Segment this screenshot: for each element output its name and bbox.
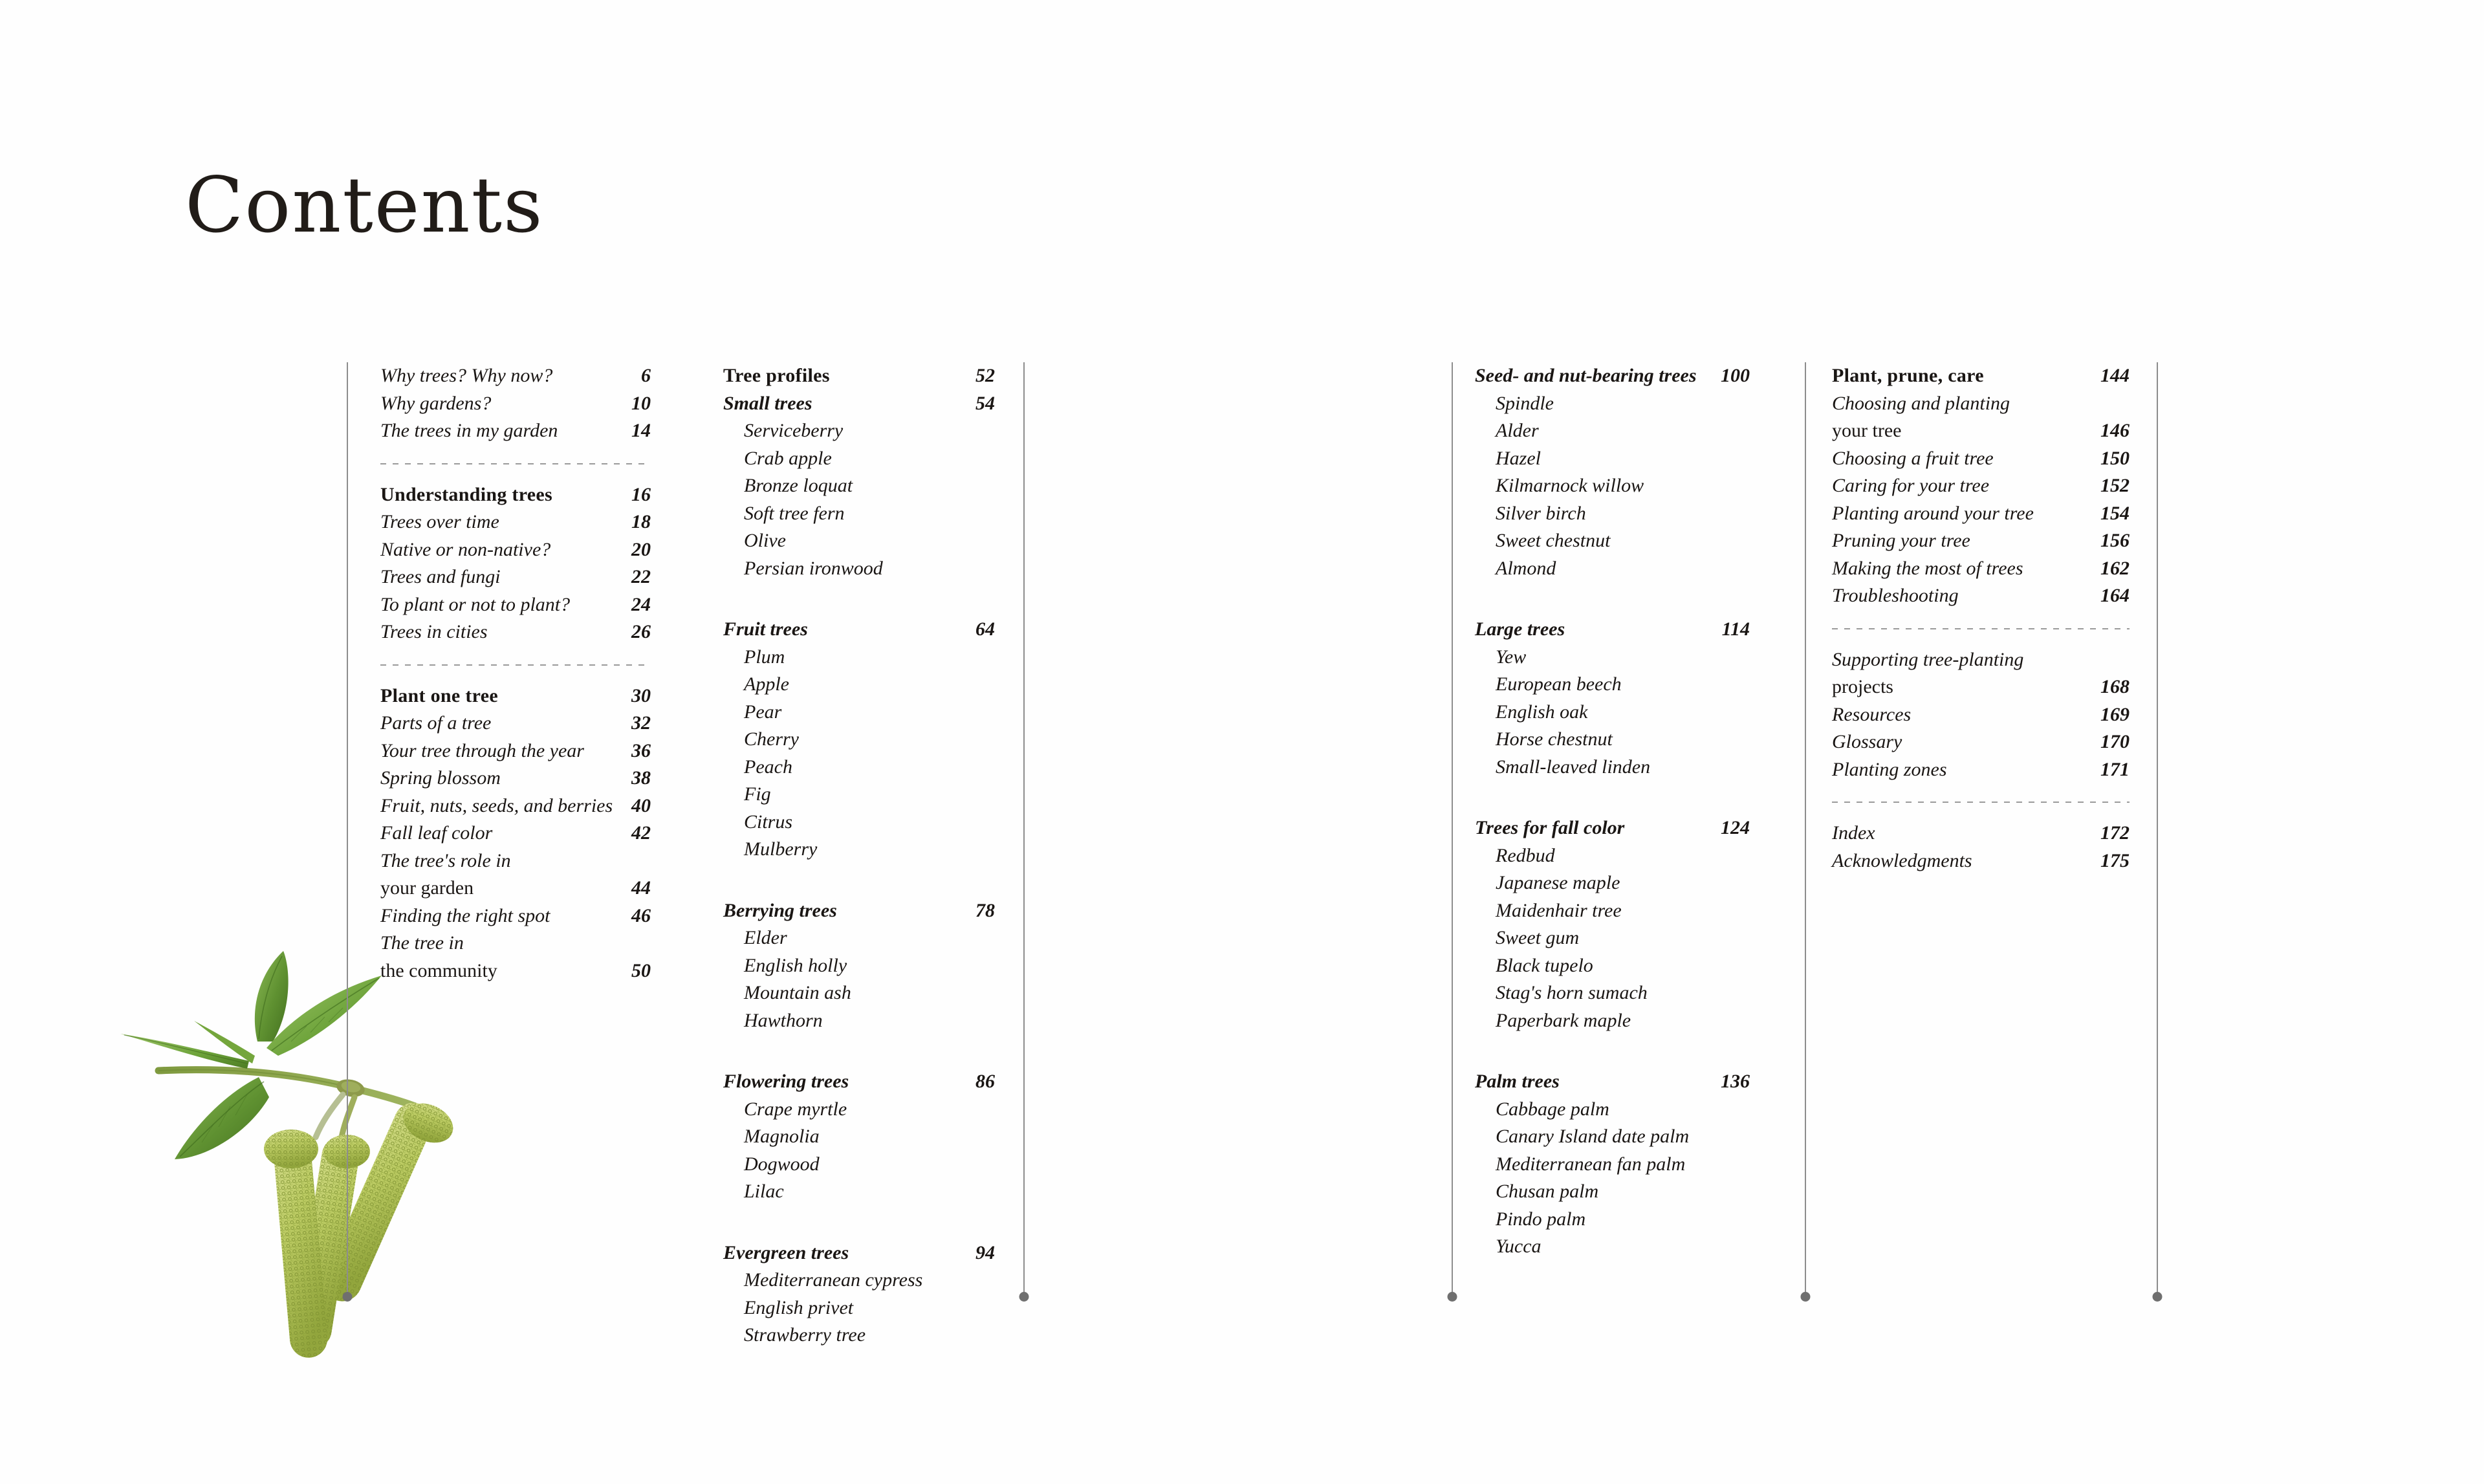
contents-subentry[interactable] bbox=[723, 979, 995, 1007]
contents-subentry[interactable] bbox=[1475, 1151, 1750, 1179]
contents-entry[interactable] bbox=[380, 591, 651, 619]
entry-label: Apple bbox=[744, 673, 789, 695]
vertical-rule-5 bbox=[2157, 362, 2158, 1297]
contents-entry[interactable] bbox=[380, 930, 651, 957]
contents-entry[interactable] bbox=[1832, 646, 2130, 674]
contents-entry[interactable] bbox=[380, 875, 651, 902]
contents-subentry[interactable] bbox=[723, 1322, 995, 1349]
contents-subsection-heading[interactable] bbox=[723, 616, 995, 644]
contents-subentry[interactable] bbox=[1475, 417, 1750, 445]
entry-label: Spindle bbox=[1496, 392, 1554, 414]
entry-label: Small trees bbox=[723, 392, 812, 414]
entry-page-number: 22 bbox=[631, 566, 651, 587]
entry-label: Berrying trees bbox=[723, 899, 837, 921]
entry-label: Why gardens? bbox=[380, 392, 492, 414]
entry-label: Resources bbox=[1832, 703, 1912, 725]
entry-label: Persian ironwood bbox=[744, 557, 883, 579]
entry-label: Pruning your tree bbox=[1832, 530, 1970, 551]
contents-subentry[interactable] bbox=[723, 726, 995, 754]
contents-subentry[interactable] bbox=[723, 699, 995, 726]
entry-label: Maidenhair tree bbox=[1496, 899, 1622, 921]
contents-subentry[interactable] bbox=[1475, 1096, 1750, 1124]
contents-subentry[interactable] bbox=[1475, 869, 1750, 897]
contents-subentry[interactable] bbox=[723, 754, 995, 781]
contents-subentry[interactable] bbox=[1475, 754, 1750, 781]
rule-terminus-dot bbox=[1019, 1292, 1029, 1302]
entry-label: Seed- and nut-bearing trees bbox=[1475, 365, 1697, 386]
vertical-rule-4 bbox=[1805, 362, 1806, 1297]
entry-label: Finding the right spot bbox=[380, 904, 550, 926]
contents-subentry[interactable] bbox=[723, 1151, 995, 1179]
contents-subentry[interactable] bbox=[723, 1007, 995, 1035]
entry-label: the community bbox=[380, 959, 497, 981]
entry-label: Fruit trees bbox=[723, 618, 808, 640]
contents-subentry[interactable] bbox=[1475, 952, 1750, 980]
entry-label: Crab apple bbox=[744, 447, 832, 469]
contents-section-heading[interactable] bbox=[723, 362, 995, 390]
entry-page-number: 78 bbox=[975, 899, 995, 921]
contents-entry[interactable] bbox=[1832, 555, 2130, 583]
entry-label: Index bbox=[1832, 822, 1875, 844]
entry-label: Hawthorn bbox=[744, 1009, 823, 1031]
entry-page-number: 54 bbox=[975, 392, 995, 414]
entry-label: Spring blossom bbox=[380, 767, 501, 789]
contents-entry[interactable] bbox=[1832, 756, 2130, 784]
entry-label: Japanese maple bbox=[1496, 872, 1620, 893]
contents-block bbox=[723, 897, 995, 1035]
entry-label: Why trees? Why now? bbox=[380, 365, 553, 386]
entry-label: Sweet chestnut bbox=[1496, 530, 1611, 551]
entry-page-number: 26 bbox=[631, 621, 651, 642]
entry-label: Palm trees bbox=[1475, 1071, 1560, 1092]
entry-page-number: 156 bbox=[2100, 530, 2130, 551]
contents-column-3 bbox=[1475, 362, 1750, 1261]
contents-subentry[interactable] bbox=[723, 1267, 995, 1294]
contents-entry[interactable] bbox=[380, 957, 651, 985]
entry-label: Your tree through the year bbox=[380, 739, 584, 761]
entry-label: Mediterranean fan palm bbox=[1496, 1153, 1686, 1175]
contents-entry[interactable] bbox=[380, 765, 651, 792]
contents-entry[interactable] bbox=[1832, 417, 2130, 445]
contents-subentry[interactable] bbox=[723, 671, 995, 699]
entry-label: Fall leaf color bbox=[380, 822, 493, 844]
entry-page-number: 30 bbox=[631, 684, 651, 706]
contents-block bbox=[380, 481, 651, 646]
contents-entry[interactable] bbox=[380, 902, 651, 930]
contents-entry[interactable] bbox=[1832, 673, 2130, 701]
entry-label: Flowering trees bbox=[723, 1071, 849, 1092]
entry-label: Fruit, nuts, seeds, and berries bbox=[380, 794, 613, 816]
contents-subentry[interactable] bbox=[723, 952, 995, 980]
entry-label: Mediterranean cypress bbox=[744, 1269, 923, 1291]
contents-entry[interactable] bbox=[1832, 472, 2130, 500]
entry-label: Pear bbox=[744, 701, 782, 723]
vertical-rule-2 bbox=[1023, 362, 1025, 1297]
contents-entry[interactable] bbox=[1832, 820, 2130, 847]
contents-entry[interactable] bbox=[380, 737, 651, 765]
entry-label: Alder bbox=[1496, 420, 1539, 441]
contents-subsection-heading[interactable] bbox=[1475, 814, 1750, 842]
entry-label: Bronze loquat bbox=[744, 475, 853, 496]
entry-label: your garden bbox=[380, 877, 474, 899]
contents-block bbox=[1832, 362, 2130, 610]
block-spacer bbox=[1475, 582, 1750, 616]
entry-label: Fig bbox=[744, 783, 771, 805]
entry-page-number: 6 bbox=[641, 365, 651, 386]
entry-label: Choosing a fruit tree bbox=[1832, 447, 1994, 469]
block-spacer bbox=[723, 1206, 995, 1239]
contents-column-4 bbox=[1832, 362, 2130, 875]
contents-subentry[interactable] bbox=[723, 1294, 995, 1322]
contents-entry[interactable] bbox=[1832, 500, 2130, 528]
entry-label: Understanding trees bbox=[380, 483, 552, 505]
contents-entry[interactable] bbox=[1832, 847, 2130, 875]
entry-label: Almond bbox=[1496, 557, 1556, 579]
entry-label: The tree in bbox=[380, 932, 464, 954]
entry-label: Plant, prune, care bbox=[1832, 365, 1984, 386]
entry-label: Caring for your tree bbox=[1832, 475, 1990, 496]
entry-label: Lilac bbox=[744, 1181, 784, 1202]
contents-block bbox=[1475, 362, 1750, 582]
entry-page-number: 42 bbox=[631, 822, 651, 844]
entry-label: Mulberry bbox=[744, 838, 818, 860]
contents-entry[interactable] bbox=[380, 847, 651, 875]
entry-page-number: 32 bbox=[631, 712, 651, 734]
entry-label: Citrus bbox=[744, 811, 793, 833]
entry-page-number: 146 bbox=[2100, 420, 2130, 441]
entry-page-number: 154 bbox=[2100, 502, 2130, 524]
contents-subentry[interactable] bbox=[723, 644, 995, 671]
entry-label: Serviceberry bbox=[744, 420, 844, 441]
entry-page-number: 46 bbox=[631, 904, 651, 926]
entry-label: Kilmarnock willow bbox=[1496, 475, 1644, 496]
contents-subentry[interactable] bbox=[723, 924, 995, 952]
entry-label: Hazel bbox=[1496, 447, 1541, 469]
entry-page-number: 169 bbox=[2100, 703, 2130, 725]
entry-label: Trees over time bbox=[380, 511, 499, 532]
contents-block bbox=[723, 1068, 995, 1206]
contents-subentry[interactable] bbox=[1475, 924, 1750, 952]
contents-subentry[interactable] bbox=[1475, 445, 1750, 473]
entry-page-number: 175 bbox=[2100, 849, 2130, 871]
contents-section-heading[interactable] bbox=[1832, 362, 2130, 390]
entry-page-number: 144 bbox=[2100, 365, 2130, 386]
entry-label: Yew bbox=[1496, 646, 1527, 668]
entry-label: English oak bbox=[1496, 701, 1588, 723]
entry-label: projects bbox=[1832, 676, 1893, 697]
vertical-rule-1 bbox=[347, 362, 348, 1297]
contents-block bbox=[1475, 814, 1750, 1034]
entry-page-number: 124 bbox=[1721, 817, 1750, 838]
block-spacer bbox=[723, 1034, 995, 1068]
entry-label: Tree profiles bbox=[723, 365, 830, 386]
entry-page-number: 150 bbox=[2100, 447, 2130, 469]
entry-label: English privet bbox=[744, 1296, 854, 1318]
entry-page-number: 50 bbox=[631, 959, 651, 981]
entry-page-number: 170 bbox=[2100, 731, 2130, 752]
contents-subentry[interactable] bbox=[1475, 555, 1750, 583]
contents-entry[interactable] bbox=[380, 820, 651, 847]
contents-subsection-heading[interactable] bbox=[723, 1068, 995, 1096]
contents-subentry[interactable] bbox=[723, 417, 995, 445]
entry-page-number: 52 bbox=[975, 365, 995, 386]
contents-subentry[interactable] bbox=[1475, 897, 1750, 925]
contents-block bbox=[723, 362, 995, 582]
entry-page-number: 86 bbox=[975, 1071, 995, 1092]
entry-page-number: 18 bbox=[631, 511, 651, 532]
entry-label: Magnolia bbox=[744, 1126, 820, 1147]
contents-entry[interactable] bbox=[380, 536, 651, 564]
entry-label: Large trees bbox=[1475, 618, 1565, 640]
contents-entry[interactable] bbox=[1832, 701, 2130, 729]
entry-label: Cherry bbox=[744, 728, 799, 750]
vertical-rule-3 bbox=[1452, 362, 1453, 1297]
contents-block bbox=[1832, 820, 2130, 875]
contents-subentry[interactable] bbox=[1475, 671, 1750, 699]
entry-label: Soft tree fern bbox=[744, 502, 845, 524]
entry-label: Trees in cities bbox=[380, 621, 488, 642]
section-separator bbox=[1832, 628, 2130, 629]
contents-subentry[interactable] bbox=[723, 1123, 995, 1151]
entry-label: Small-leaved linden bbox=[1496, 756, 1651, 778]
contents-entry[interactable] bbox=[380, 792, 651, 820]
entry-label: Sweet gum bbox=[1496, 927, 1580, 948]
block-spacer bbox=[723, 864, 995, 897]
entry-page-number: 152 bbox=[2100, 475, 2130, 496]
contents-subentry[interactable] bbox=[723, 781, 995, 809]
entry-label: English holly bbox=[744, 954, 847, 976]
entry-label: Paperbark maple bbox=[1496, 1009, 1631, 1031]
entry-page-number: 10 bbox=[631, 392, 651, 414]
contents-block bbox=[723, 1239, 995, 1349]
entry-page-number: 64 bbox=[975, 618, 995, 640]
entry-page-number: 44 bbox=[631, 877, 651, 899]
contents-entry[interactable] bbox=[380, 417, 651, 445]
entry-label: Pindo palm bbox=[1496, 1208, 1586, 1230]
contents-subentry[interactable] bbox=[1475, 527, 1750, 555]
contents-subentry[interactable] bbox=[1475, 472, 1750, 500]
contents-block bbox=[1475, 1068, 1750, 1261]
entry-page-number: 24 bbox=[631, 593, 651, 615]
entry-label: Dogwood bbox=[744, 1153, 820, 1175]
contents-entry[interactable] bbox=[380, 710, 651, 737]
entry-label: Making the most of trees bbox=[1832, 557, 2023, 579]
contents-section-heading[interactable] bbox=[380, 481, 651, 509]
entry-label: Choosing and planting bbox=[1832, 392, 2010, 414]
contents-subentry[interactable] bbox=[1475, 1123, 1750, 1151]
contents-entry[interactable] bbox=[380, 563, 651, 591]
contents-entry[interactable] bbox=[1832, 445, 2130, 473]
entry-page-number: 100 bbox=[1721, 365, 1750, 386]
contents-subsection-heading[interactable] bbox=[1475, 1068, 1750, 1096]
contents-subentry[interactable] bbox=[1475, 1178, 1750, 1206]
entry-label: Silver birch bbox=[1496, 502, 1586, 524]
entry-label: Glossary bbox=[1832, 731, 1902, 752]
entry-label: Trees and fungi bbox=[380, 566, 501, 587]
contents-subentry[interactable] bbox=[1475, 979, 1750, 1007]
contents-subsection-heading[interactable] bbox=[723, 1239, 995, 1267]
entry-label: Parts of a tree bbox=[380, 712, 492, 734]
contents-block bbox=[380, 362, 651, 445]
contents-section-heading[interactable] bbox=[380, 682, 651, 710]
entry-label: Peach bbox=[744, 756, 792, 778]
entry-label: Cabbage palm bbox=[1496, 1098, 1609, 1120]
entry-page-number: 114 bbox=[1721, 618, 1750, 640]
block-spacer bbox=[1475, 781, 1750, 814]
contents-entry[interactable] bbox=[1832, 390, 2130, 418]
contents-subsection-heading[interactable] bbox=[723, 897, 995, 925]
contents-subentry[interactable] bbox=[1475, 500, 1750, 528]
contents-subentry[interactable] bbox=[1475, 699, 1750, 726]
entry-label: Canary Island date palm bbox=[1496, 1126, 1690, 1147]
entry-label: Stag's horn sumach bbox=[1496, 982, 1648, 1003]
entry-page-number: 36 bbox=[631, 739, 651, 761]
entry-label: Olive bbox=[744, 530, 786, 551]
contents-subentry[interactable] bbox=[1475, 842, 1750, 870]
entry-label: Evergreen trees bbox=[723, 1241, 849, 1263]
entry-label: Supporting tree-planting bbox=[1832, 648, 2024, 670]
contents-subsection-heading[interactable] bbox=[1475, 362, 1750, 390]
entry-page-number: 40 bbox=[631, 794, 651, 816]
contents-subentry[interactable] bbox=[723, 445, 995, 473]
entry-label: your tree bbox=[1832, 420, 1902, 441]
section-separator bbox=[380, 664, 651, 666]
contents-subentry[interactable] bbox=[723, 472, 995, 500]
entry-page-number: 171 bbox=[2100, 758, 2130, 780]
entry-label: Plum bbox=[744, 646, 785, 668]
entry-label: Trees for fall color bbox=[1475, 817, 1625, 838]
entry-label: Strawberry tree bbox=[744, 1324, 866, 1346]
entry-page-number: 94 bbox=[975, 1241, 995, 1263]
contents-subentry[interactable] bbox=[723, 500, 995, 528]
entry-label: Planting around your tree bbox=[1832, 502, 2034, 524]
contents-subentry[interactable] bbox=[1475, 644, 1750, 671]
contents-entry[interactable] bbox=[1832, 527, 2130, 555]
entry-page-number: 162 bbox=[2100, 557, 2130, 579]
entry-page-number: 38 bbox=[631, 767, 651, 789]
contents-subentry[interactable] bbox=[723, 1096, 995, 1124]
entry-page-number: 168 bbox=[2100, 676, 2130, 697]
entry-label: Elder bbox=[744, 927, 787, 948]
entry-label: The tree's role in bbox=[380, 849, 511, 871]
entry-label: Redbud bbox=[1496, 844, 1555, 866]
entry-page-number: 14 bbox=[631, 420, 651, 441]
page-title: Contents bbox=[185, 160, 544, 250]
contents-entry[interactable] bbox=[1832, 728, 2130, 756]
contents-column-2 bbox=[723, 362, 995, 1349]
rule-terminus-dot bbox=[1448, 1292, 1457, 1302]
entry-page-number: 164 bbox=[2100, 585, 2130, 606]
contents-block bbox=[1832, 646, 2130, 784]
entry-page-number: 20 bbox=[631, 538, 651, 560]
contents-subentry[interactable] bbox=[723, 527, 995, 555]
entry-label: Crape myrtle bbox=[744, 1098, 847, 1120]
entry-label: Black tupelo bbox=[1496, 954, 1593, 976]
contents-block bbox=[1475, 616, 1750, 781]
contents-subentry[interactable] bbox=[1475, 1206, 1750, 1234]
entry-label: European beech bbox=[1496, 673, 1622, 695]
rule-terminus-dot bbox=[2153, 1292, 2163, 1302]
entry-label: Mountain ash bbox=[744, 982, 851, 1003]
entry-page-number: 16 bbox=[631, 483, 651, 505]
rule-terminus-dot bbox=[343, 1292, 353, 1302]
contents-subentry[interactable] bbox=[1475, 726, 1750, 754]
contents-entry[interactable] bbox=[380, 618, 651, 646]
contents-entry[interactable] bbox=[380, 508, 651, 536]
entry-label: Plant one tree bbox=[380, 684, 498, 706]
entry-label: Horse chestnut bbox=[1496, 728, 1613, 750]
entry-label: The trees in my garden bbox=[380, 420, 558, 441]
contents-entry[interactable] bbox=[380, 362, 651, 390]
contents-column-1 bbox=[380, 362, 651, 985]
block-spacer bbox=[1475, 1034, 1750, 1068]
entry-page-number: 172 bbox=[2100, 822, 2130, 844]
entry-label: Planting zones bbox=[1832, 758, 1947, 780]
contents-subentry[interactable] bbox=[1475, 1007, 1750, 1035]
rule-terminus-dot bbox=[1801, 1292, 1811, 1302]
contents-subsection-heading[interactable] bbox=[1475, 616, 1750, 644]
contents-entry[interactable] bbox=[1832, 582, 2130, 610]
contents-subentry[interactable] bbox=[723, 809, 995, 836]
contents-subsection-heading[interactable] bbox=[723, 390, 995, 418]
section-separator bbox=[380, 463, 651, 464]
contents-subentry[interactable] bbox=[723, 1178, 995, 1206]
entry-label: Troubleshooting bbox=[1832, 585, 1959, 606]
contents-block bbox=[723, 616, 995, 864]
contents-subentry[interactable] bbox=[723, 555, 995, 583]
entry-label: To plant or not to plant? bbox=[380, 593, 571, 615]
block-spacer bbox=[723, 582, 995, 616]
contents-block bbox=[380, 682, 651, 985]
entry-label: Acknowledgments bbox=[1832, 849, 1972, 871]
entry-page-number: 136 bbox=[1721, 1071, 1750, 1092]
entry-label: Native or non-native? bbox=[380, 538, 551, 560]
contents-subentry[interactable] bbox=[1475, 390, 1750, 418]
contents-subentry[interactable] bbox=[723, 836, 995, 864]
entry-label: Chusan palm bbox=[1496, 1181, 1599, 1202]
entry-label: Yucca bbox=[1496, 1236, 1542, 1257]
contents-entry[interactable] bbox=[380, 390, 651, 418]
section-separator bbox=[1832, 802, 2130, 803]
contents-subentry[interactable] bbox=[1475, 1233, 1750, 1261]
